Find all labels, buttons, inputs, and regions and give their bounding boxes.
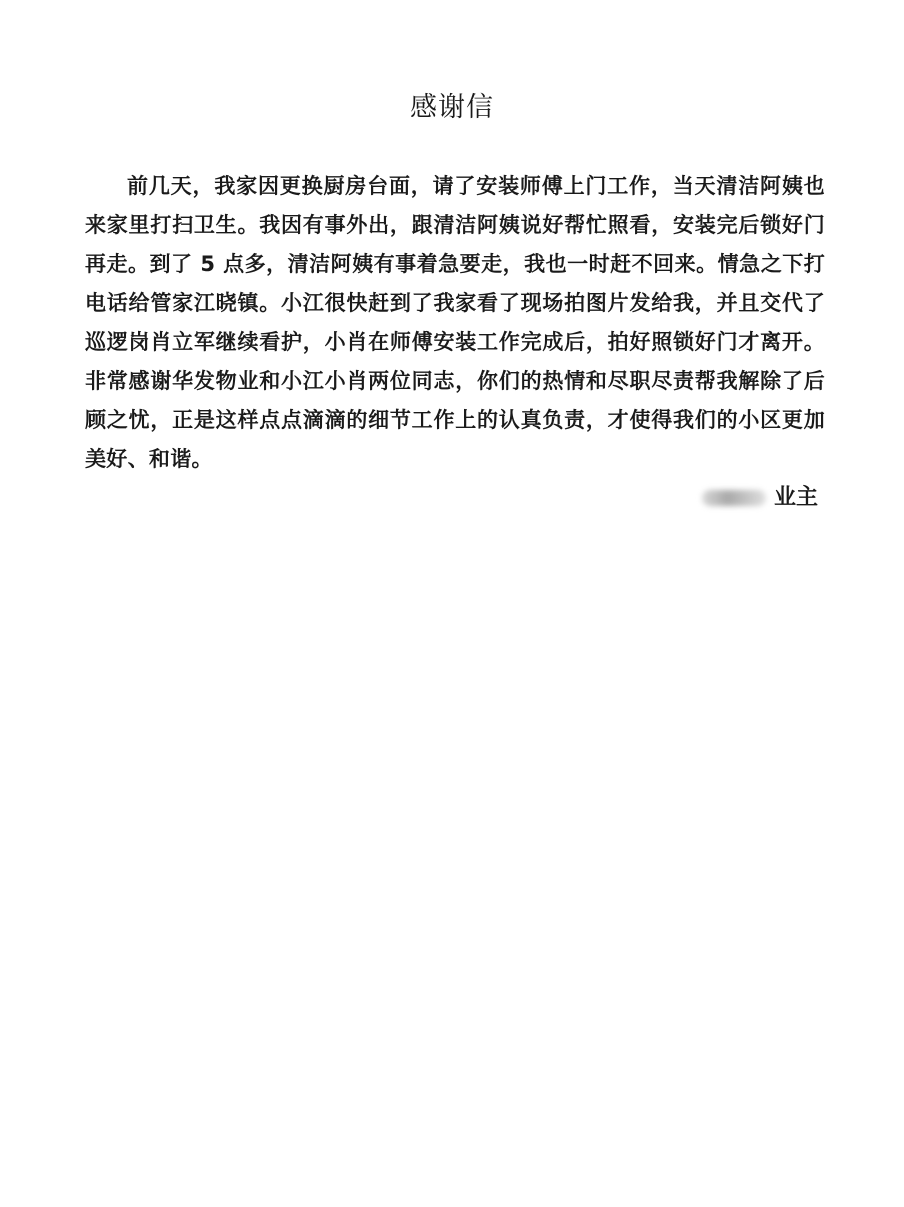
- redacted-unit-number: [702, 490, 766, 506]
- signature-block: [702, 480, 818, 516]
- letter-title: 感谢信: [410, 92, 494, 123]
- signature-label: 业主: [773, 485, 818, 510]
- letter-body: 前几天，我家因更换厨房台面，请了安装师傅上门工作，当天清洁阿姨也来家里打扫卫生。我因有事外出，跟清洁阿姨说好帮忙照看，安装完后锁好门再走。到了 5 点多，清洁阿姨有事着急要走，我也一时赶不回来。情急之下打电话给管家江晓镇。小江很快赶到了我家看了现场拍图片发给我，并且交代了巡逻岗肖立军继续看护，小肖在师傅安装工作完成后，拍好照锁好门才离开。非常感谢华发物业和小江小肖两位同志，你们的热情和尽职尽责帮我解除了后顾之忧，正是这样点点滴滴的细节工作上的认真负责，才使得我们的小区更加美好、和谐。: [85, 174, 825, 471]
